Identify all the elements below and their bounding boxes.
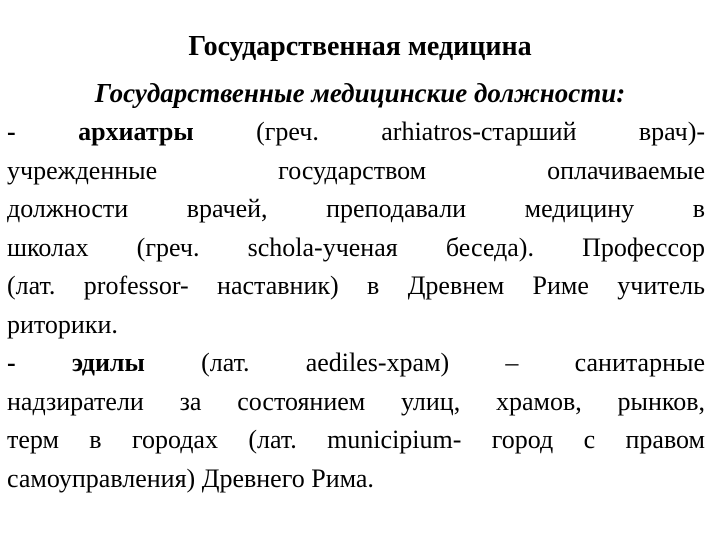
term-edily: эдилы xyxy=(71,348,145,377)
body-text xyxy=(7,113,705,498)
text-line: учрежденные государством оплачиваемые xyxy=(7,155,705,185)
section-subtitle: Государственные медицинские должности: xyxy=(94,78,626,108)
term-arhiatry: архиатры xyxy=(78,117,194,146)
term-definition: (лат. aediles-храм) – санитарные xyxy=(201,348,705,377)
text-line xyxy=(7,113,705,152)
bullet-dash: - xyxy=(7,348,16,377)
text-line: надзиратели за состоянием улиц, храмов, рынков, xyxy=(7,386,705,416)
text-line: самоуправления) Древнего Рима. xyxy=(7,463,374,493)
text-line: школах (греч. schola-ученая беседа). Профессор xyxy=(7,232,705,262)
text-line: должности врачей, преподавали медицину в xyxy=(7,194,705,223)
text-line: (лат. professor- наставник) в Древнем Риме учитель xyxy=(7,271,705,300)
page-title: Государственная медицина xyxy=(188,31,532,62)
text-line: риторики. xyxy=(7,309,118,339)
bullet-dash: - xyxy=(7,117,16,146)
text-line: терм в городах (лат. municipium- город с правом xyxy=(7,425,705,454)
term-definition: (греч. arhiatros-старший врач)- xyxy=(256,117,705,146)
text-line xyxy=(7,344,705,383)
